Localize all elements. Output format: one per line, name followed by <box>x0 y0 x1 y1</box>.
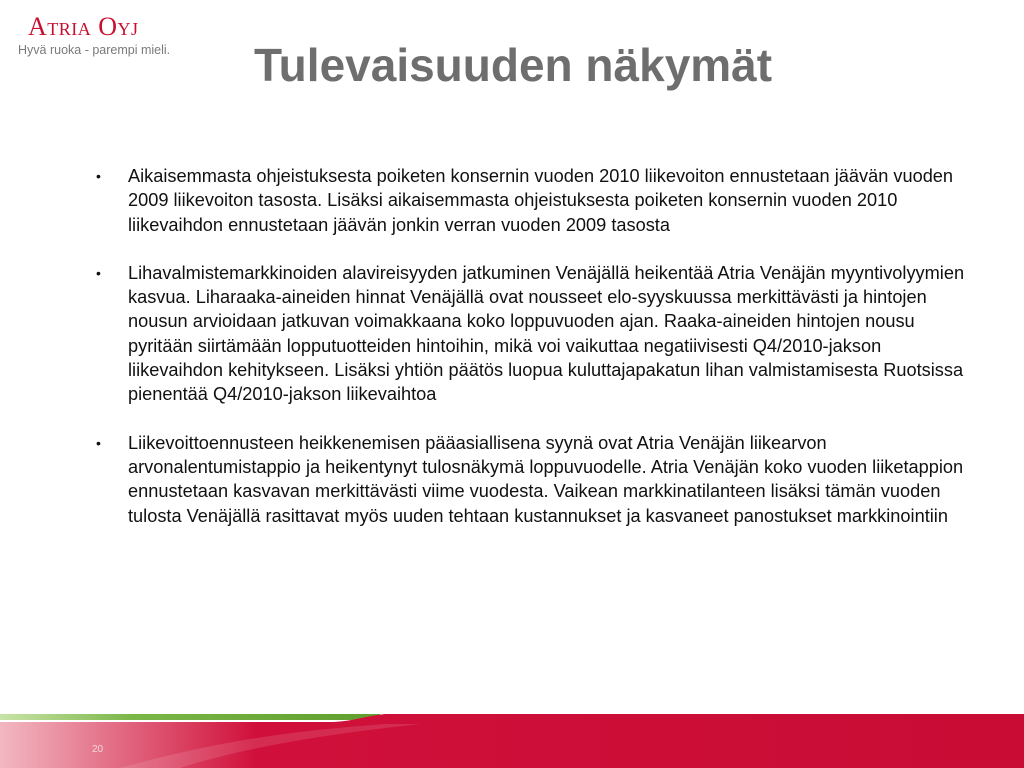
footer-band <box>0 700 1024 768</box>
bullet-text: Lihavalmistemarkkinoiden alavireisyyden jatkuminen Venäjällä heikentää Atria Venäjän myyntivolyymien kasvua. Liharaaka-aineiden hinnat Venäjällä ovat nousseet elo-syyskuussa merkittävästi ja hintojen nousun arvioidaan jatkuvan voimakkaana koko loppuvuoden ajan. Raaka-aineiden hintojen nousu pyritään siirtämään lopputuotteiden hintoihin, mikä voi vaikuttaa negatiivisesti Q4/2010-jakson liikevaihdon kehitykseen. Lisäksi yhtiön päätös luopua kuluttajapakatun lihan valmistamisesta Ruotsissa pienentää Q4/2010-jakson liikevaihtoa <box>128 262 965 405</box>
bullet-item-1 <box>90 164 980 237</box>
bullet-marker: • <box>96 434 101 451</box>
bullet-marker: • <box>96 168 101 184</box>
footer-green-stripe <box>0 714 380 720</box>
bullet-list <box>90 164 980 552</box>
bullet-item-2 <box>90 261 980 407</box>
bullet-text: Aikaisemmasta ohjeistuksesta poiketen konsernin vuoden 2010 liikevoiton ennustetaan jäävän vuoden 2009 liikevoiton tasosta. Lisäksi aikaisemmasta ohjeistuksesta poiketen konsernin vuoden 2010 liikevaihdon ennustetaan jäävän jonkin verran vuoden 2009 tasosta <box>128 166 954 235</box>
atria-logo <box>16 12 206 62</box>
bullet-text: Liikevoittoennusteen heikkenemisen pääasiallisena syynä ovat Atria Venäjän liikearvon arvonalentumistappio ja heikentynyt tulosnäkymä loppuvuodelle. Atria Venäjän koko vuoden liiketappion ennustetaan kasvavan merkittävästi viime vuodesta. Vaikean markkinatilanteen lisäksi tämän vuoden tulosta Venäjällä rasittavat myös uuden tehtaan kustannukset ja kasvaneet panostukset markkinointiin <box>128 432 964 526</box>
logo-name: Atria Oyj <box>28 12 139 41</box>
bullet-marker: • <box>96 264 101 281</box>
bullet-item-3 <box>90 431 980 528</box>
page-number: 20 <box>92 744 104 755</box>
logo-tagline: Hyvä ruoka - parempi mieli. <box>18 43 171 57</box>
page-title: Tulevaisuuden näkymät <box>254 39 773 91</box>
